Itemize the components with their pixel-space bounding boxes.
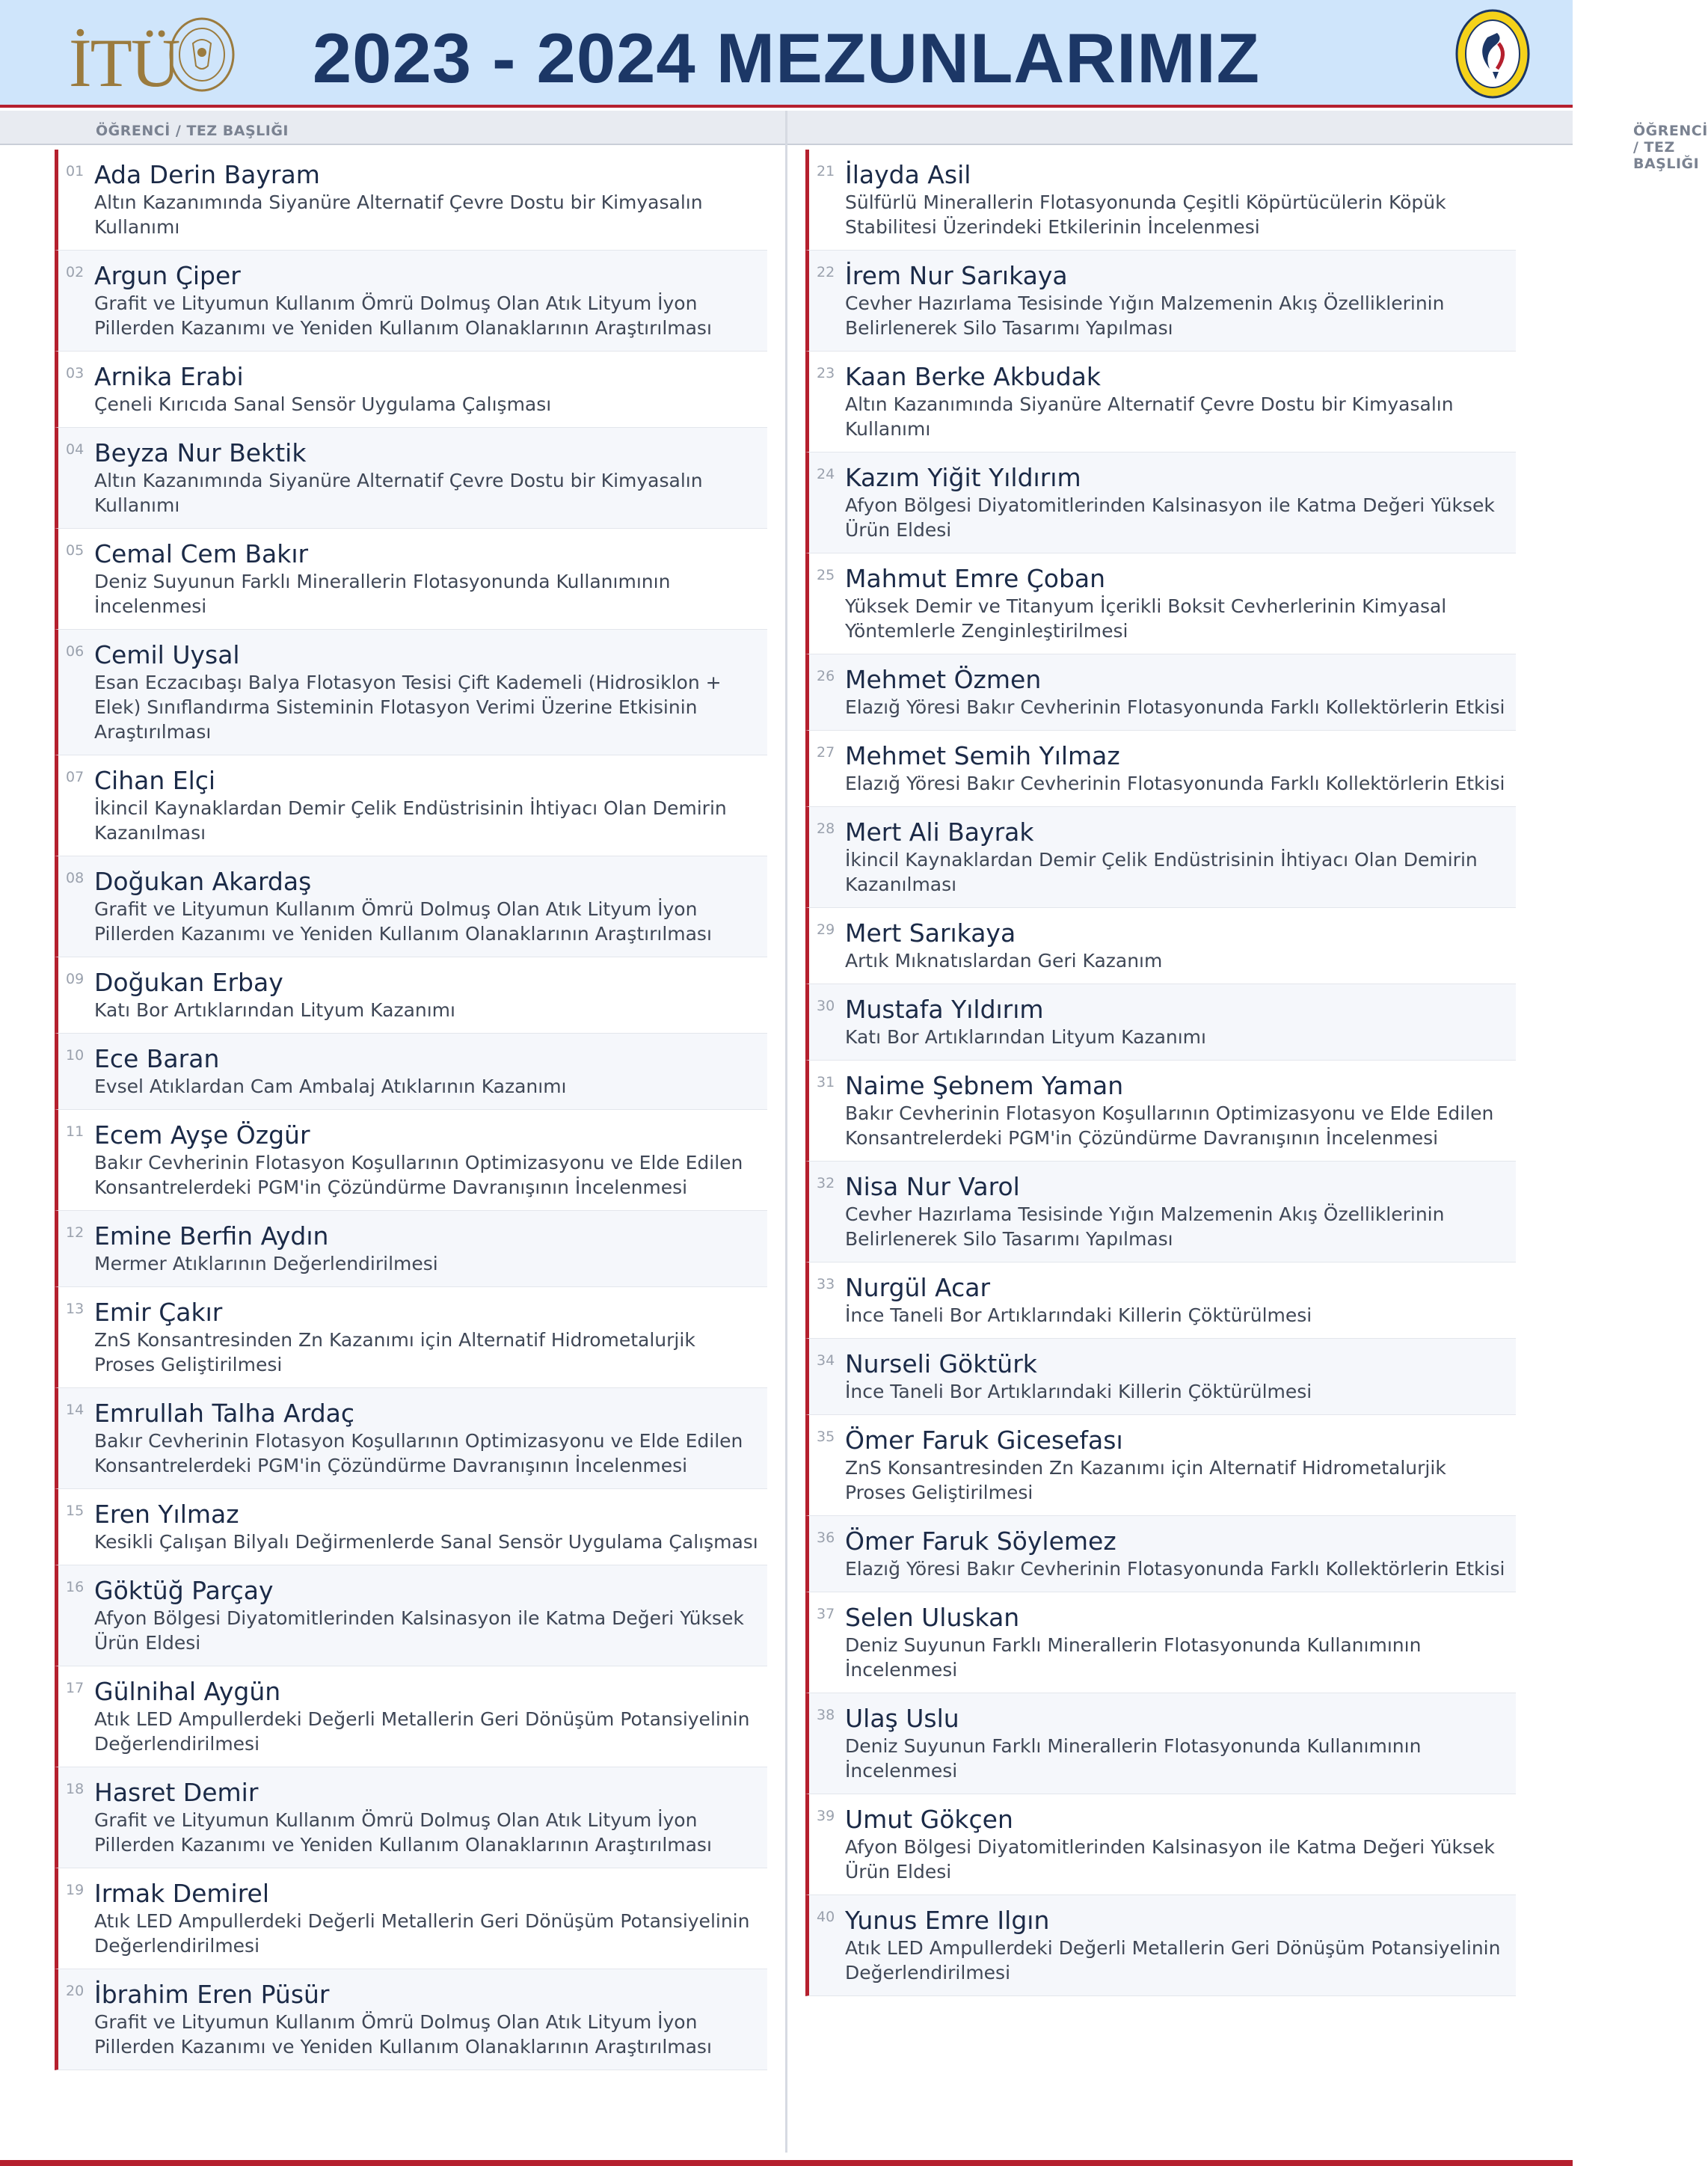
thesis-title: Afyon Bölgesi Diyatomitlerinden Kalsinasyon ile Katma Değeri Yüksek Ürün Eldesi	[845, 1836, 1495, 1883]
thesis-title: Atık LED Ampullerdeki Değerli Metallerin Geri Dönüşüm Potansiyelinin Değerlendirilmesi	[845, 1937, 1501, 1984]
thesis-title: Artık Mıknatıslardan Geri Kazanım	[845, 950, 1163, 972]
graduate-entry	[55, 1767, 767, 1868]
student-name: Doğukan Akardaş	[94, 867, 312, 896]
entry-number: 09	[66, 971, 85, 987]
thesis-title: Elazığ Yöresi Bakır Cevherinin Flotasyonunda Farklı Kollektörlerin Etkisi	[845, 696, 1505, 718]
entry-number: 39	[817, 1808, 835, 1824]
entry-number: 14	[66, 1402, 85, 1418]
student-name: Mahmut Emre Çoban	[845, 564, 1106, 593]
graduate-entry	[805, 807, 1516, 908]
thesis-title: Cevher Hazırlama Tesisinde Yığın Malzemenin Akış Özelliklerinin Belirlenerek Silo Tasarımı Yapılması	[845, 292, 1445, 339]
graduate-entry	[55, 352, 767, 428]
thesis-title: Çeneli Kırıcıda Sanal Sensör Uygulama Çalışması	[94, 393, 552, 415]
entry-number: 21	[817, 163, 835, 180]
entry-number: 01	[66, 163, 85, 180]
entry-number: 04	[66, 441, 85, 458]
entry-number: 08	[66, 870, 85, 886]
thesis-title: Deniz Suyunun Farklı Minerallerin Flotasyonunda Kullanımının İncelenmesi	[845, 1634, 1422, 1681]
student-name: Mert Ali Bayrak	[845, 817, 1034, 847]
graduate-entry	[805, 984, 1516, 1061]
thesis-title: Sülfürlü Minerallerin Flotasyonunda Çeşitli Köpürtücülerin Köpük Stabilitesi Üzerindeki Etkilerinin İncelenmesi	[845, 191, 1446, 238]
entry-number: 18	[66, 1781, 85, 1797]
entry-number: 06	[66, 643, 85, 660]
left-graduate-list	[55, 150, 767, 2070]
department-seal-icon	[1454, 7, 1532, 100]
student-name: Kaan Berke Akbudak	[845, 362, 1101, 391]
entry-number: 03	[66, 365, 85, 381]
entry-number: 16	[66, 1579, 85, 1595]
graduate-entry	[55, 1034, 767, 1110]
student-name: Ece Baran	[94, 1044, 220, 1073]
graduate-entry	[805, 452, 1516, 553]
student-name: Umut Gökçen	[845, 1805, 1013, 1834]
student-name: Doğukan Erbay	[94, 968, 283, 997]
thesis-title: Cevher Hazırlama Tesisinde Yığın Malzemenin Akış Özelliklerinin Belirlenerek Silo Tasarımı Yapılması	[845, 1203, 1445, 1250]
entry-number: 29	[817, 921, 835, 938]
student-name: Nurgül Acar	[845, 1273, 991, 1302]
student-name: Nurseli Göktürk	[845, 1349, 1037, 1378]
thesis-title: Altın Kazanımında Siyanüre Alternatif Çevre Dostu bir Kimyasalın Kullanımı	[94, 470, 703, 516]
footer-accent-line	[0, 2160, 1573, 2166]
entry-number: 05	[66, 542, 85, 559]
entry-number: 28	[817, 820, 835, 837]
graduate-entry	[55, 1287, 767, 1388]
graduate-entry	[805, 150, 1516, 251]
entry-number: 38	[817, 1707, 835, 1723]
student-name: Emrullah Talha Ardaç	[94, 1399, 355, 1428]
student-name: Argun Çiper	[94, 261, 241, 290]
thesis-title: İnce Taneli Bor Artıklarındaki Killerin Çöktürülmesi	[845, 1304, 1312, 1326]
student-name: Emir Çakır	[94, 1298, 223, 1327]
left-column-header	[0, 111, 785, 145]
left-column-header-label: ÖĞRENCİ / TEZ BAŞLIĞI	[96, 123, 289, 139]
graduate-entry	[805, 1794, 1516, 1895]
graduate-entry	[805, 1592, 1516, 1693]
graduate-entry	[805, 1693, 1516, 1794]
thesis-title: ZnS Konsantresinden Zn Kazanımı için Alternatif Hidrometalurjik Proses Geliştirilmesi	[845, 1457, 1446, 1503]
thesis-title: Grafit ve Lityumun Kullanım Ömrü Dolmuş Olan Atık Lityum İyon Pillerden Kazanımı ve Yeniden Kullanım Olanaklarının Araştırılması	[94, 292, 712, 339]
graduate-entry	[55, 1666, 767, 1767]
entry-number: 32	[817, 1175, 835, 1191]
thesis-title: Grafit ve Lityumun Kullanım Ömrü Dolmuş Olan Atık Lityum İyon Pillerden Kazanımı ve Yeniden Kullanım Olanaklarının Araştırılması	[94, 2011, 712, 2058]
graduate-entry	[55, 529, 767, 630]
right-column-header-label: ÖĞRENCİ / TEZ BAŞLIĞI	[1633, 123, 1708, 172]
graduate-entry	[55, 957, 767, 1034]
page-header	[0, 0, 1573, 108]
graduate-entry	[805, 1162, 1516, 1263]
student-name: İbrahim Eren Püsür	[94, 1980, 330, 2009]
graduate-entry	[805, 1895, 1516, 1996]
student-name: Beyza Nur Bektik	[94, 438, 307, 467]
page-title: 2023 - 2024 MEZUNLARIMIZ	[312, 19, 1261, 97]
student-name: Ömer Faruk Söylemez	[845, 1527, 1116, 1556]
entry-number: 12	[66, 1224, 85, 1241]
thesis-title: Mermer Atıklarının Değerlendirilmesi	[94, 1253, 438, 1274]
student-name: Ömer Faruk Gicesefası	[845, 1426, 1123, 1455]
thesis-title: İkincil Kaynaklardan Demir Çelik Endüstrisinin İhtiyacı Olan Demirin Kazanılması	[94, 797, 727, 844]
thesis-title: Afyon Bölgesi Diyatomitlerinden Kalsinasyon ile Katma Değeri Yüksek Ürün Eldesi	[94, 1607, 744, 1654]
graduate-entry	[55, 1868, 767, 1969]
graduate-entry	[55, 251, 767, 352]
thesis-title: Deniz Suyunun Farklı Minerallerin Flotasyonunda Kullanımının İncelenmesi	[94, 571, 671, 617]
student-name: İlayda Asil	[845, 160, 971, 189]
thesis-title: Atık LED Ampullerdeki Değerli Metallerin Geri Dönüşüm Potansiyelinin Değerlendirilmesi	[94, 1910, 750, 1957]
student-name: Kazım Yiğit Yıldırım	[845, 463, 1081, 492]
thesis-title: Bakır Cevherinin Flotasyon Koşullarının Optimizasyonu ve Elde Edilen Konsantrelerdeki PGM'in Çözündürme Davranışının İncelenmesi	[845, 1102, 1494, 1149]
entry-number: 34	[817, 1352, 835, 1369]
thesis-title: Elazığ Yöresi Bakır Cevherinin Flotasyonunda Farklı Kollektörlerin Etkisi	[845, 1558, 1505, 1580]
thesis-title: Bakır Cevherinin Flotasyon Koşullarının Optimizasyonu ve Elde Edilen Konsantrelerdeki PGM'in Çözündürme Davranışının İncelenmesi	[94, 1430, 743, 1476]
graduate-entry	[805, 251, 1516, 352]
entry-number: 25	[817, 567, 835, 583]
graduate-entry	[55, 1565, 767, 1666]
entry-number: 13	[66, 1301, 85, 1317]
graduate-entry	[55, 1110, 767, 1211]
graduate-entry	[805, 1415, 1516, 1516]
graduate-entry	[805, 1339, 1516, 1415]
entry-number: 10	[66, 1047, 85, 1064]
student-name: Nisa Nur Varol	[845, 1172, 1020, 1201]
thesis-title: Kesikli Çalışan Bilyalı Değirmenlerde Sanal Sensör Uygulama Çalışması	[94, 1531, 758, 1553]
entry-number: 07	[66, 769, 85, 785]
student-name: Irmak Demirel	[94, 1879, 270, 1908]
entry-number: 24	[817, 466, 835, 482]
thesis-title: Yüksek Demir ve Titanyum İçerikli Boksit Cevherlerinin Kimyasal Yöntemlerle Zenginleştirilmesi	[845, 595, 1447, 642]
entry-number: 19	[66, 1882, 85, 1898]
graduate-entry	[55, 1388, 767, 1489]
right-graduate-list	[805, 150, 1516, 1996]
entry-number: 27	[817, 744, 835, 761]
thesis-title: Elazığ Yöresi Bakır Cevherinin Flotasyonunda Farklı Kollektörlerin Etkisi	[845, 773, 1505, 794]
student-name: Mustafa Yıldırım	[845, 995, 1044, 1024]
student-name: Cihan Elçi	[94, 766, 216, 795]
student-name: Yunus Emre Ilgın	[845, 1906, 1050, 1935]
entry-number: 26	[817, 668, 835, 684]
graduate-entry	[55, 150, 767, 251]
graduate-entry	[805, 553, 1516, 654]
entry-number: 35	[817, 1429, 835, 1445]
graduate-entry	[805, 654, 1516, 731]
thesis-title: Evsel Atıklardan Cam Ambalaj Atıklarının Kazanımı	[94, 1076, 567, 1097]
entry-number: 30	[817, 998, 835, 1014]
graduate-entry	[805, 1516, 1516, 1592]
thesis-title: Katı Bor Artıklarından Lityum Kazanımı	[845, 1026, 1206, 1048]
thesis-title: ZnS Konsantresinden Zn Kazanımı için Alternatif Hidrometalurjik Proses Geliştirilmesi	[94, 1329, 695, 1375]
thesis-title: Grafit ve Lityumun Kullanım Ömrü Dolmuş Olan Atık Lityum İyon Pillerden Kazanımı ve Yeniden Kullanım Olanaklarının Araştırılması	[94, 898, 712, 945]
entry-number: 37	[817, 1606, 835, 1622]
student-name: Eren Yılmaz	[94, 1500, 239, 1529]
entry-number: 22	[817, 264, 835, 280]
thesis-title: Bakır Cevherinin Flotasyon Koşullarının Optimizasyonu ve Elde Edilen Konsantrelerdeki PGM'in Çözündürme Davranışının İncelenmesi	[94, 1152, 743, 1198]
thesis-title: İnce Taneli Bor Artıklarındaki Killerin Çöktürülmesi	[845, 1381, 1312, 1402]
thesis-title: Altın Kazanımında Siyanüre Alternatif Çevre Dostu bir Kimyasalın Kullanımı	[845, 393, 1454, 440]
entry-number: 02	[66, 264, 85, 280]
entry-number: 15	[66, 1503, 85, 1519]
entry-number: 11	[66, 1123, 85, 1140]
student-name: Göktüğ Parçay	[94, 1576, 274, 1605]
graduate-entry	[805, 1061, 1516, 1162]
thesis-title: Atık LED Ampullerdeki Değerli Metallerin Geri Dönüşüm Potansiyelinin Değerlendirilmesi	[94, 1708, 750, 1755]
student-name: Naime Şebnem Yaman	[845, 1071, 1124, 1100]
column-divider	[785, 111, 787, 2153]
student-name: Mehmet Semih Yılmaz	[845, 741, 1120, 770]
student-name: Arnika Erabi	[94, 362, 244, 391]
entry-number: 23	[817, 365, 835, 381]
graduate-entry	[805, 908, 1516, 984]
entry-number: 17	[66, 1680, 85, 1696]
entry-number: 33	[817, 1276, 835, 1292]
student-name: Ecem Ayşe Özgür	[94, 1120, 310, 1150]
graduate-entry	[55, 1969, 767, 2070]
graduate-entry	[805, 352, 1516, 452]
graduate-entry	[55, 630, 767, 755]
student-name: İrem Nur Sarıkaya	[845, 261, 1068, 290]
graduate-entry	[805, 731, 1516, 807]
graduate-entry	[805, 1263, 1516, 1339]
student-name: Selen Uluskan	[845, 1603, 1020, 1632]
thesis-title: İkincil Kaynaklardan Demir Çelik Endüstrisinin İhtiyacı Olan Demirin Kazanılması	[845, 849, 1478, 895]
entry-number: 20	[66, 1983, 85, 1999]
thesis-title: Deniz Suyunun Farklı Minerallerin Flotasyonunda Kullanımının İncelenmesi	[845, 1735, 1422, 1782]
student-name: Mehmet Özmen	[845, 665, 1042, 694]
student-name: Cemil Uysal	[94, 640, 240, 669]
student-name: Ulaş Uslu	[845, 1704, 959, 1733]
student-name: Gülnihal Aygün	[94, 1677, 281, 1706]
entry-number: 31	[817, 1074, 835, 1090]
thesis-title: Afyon Bölgesi Diyatomitlerinden Kalsinasyon ile Katma Değeri Yüksek Ürün Eldesi	[845, 494, 1495, 541]
graduate-entry	[55, 856, 767, 957]
entry-number: 40	[817, 1909, 835, 1925]
student-name: Hasret Demir	[94, 1778, 259, 1807]
graduate-entry	[55, 1489, 767, 1565]
thesis-title: Katı Bor Artıklarından Lityum Kazanımı	[94, 999, 455, 1021]
graduate-entry	[55, 428, 767, 529]
graduate-entry	[55, 1211, 767, 1287]
thesis-title: Grafit ve Lityumun Kullanım Ömrü Dolmuş Olan Atık Lityum İyon Pillerden Kazanımı ve Yeniden Kullanım Olanaklarının Araştırılması	[94, 1809, 712, 1856]
thesis-title: Esan Eczacıbaşı Balya Flotasyon Tesisi Çift Kademeli (Hidrosiklon + Elek) Sınıflandırma Sisteminin Flotasyon Verimi Üzerine Etkisinin Araştırılması	[94, 672, 722, 743]
itu-logo-text: İTÜ	[69, 25, 179, 101]
student-name: Mert Sarıkaya	[845, 918, 1016, 948]
student-name: Ada Derin Bayram	[94, 160, 320, 189]
student-name: Cemal Cem Bakır	[94, 539, 309, 568]
entry-number: 36	[817, 1530, 835, 1546]
graduate-entry	[55, 755, 767, 856]
thesis-title: Altın Kazanımında Siyanüre Alternatif Çevre Dostu bir Kimyasalın Kullanımı	[94, 191, 703, 238]
student-name: Emine Berfin Aydın	[94, 1221, 329, 1251]
